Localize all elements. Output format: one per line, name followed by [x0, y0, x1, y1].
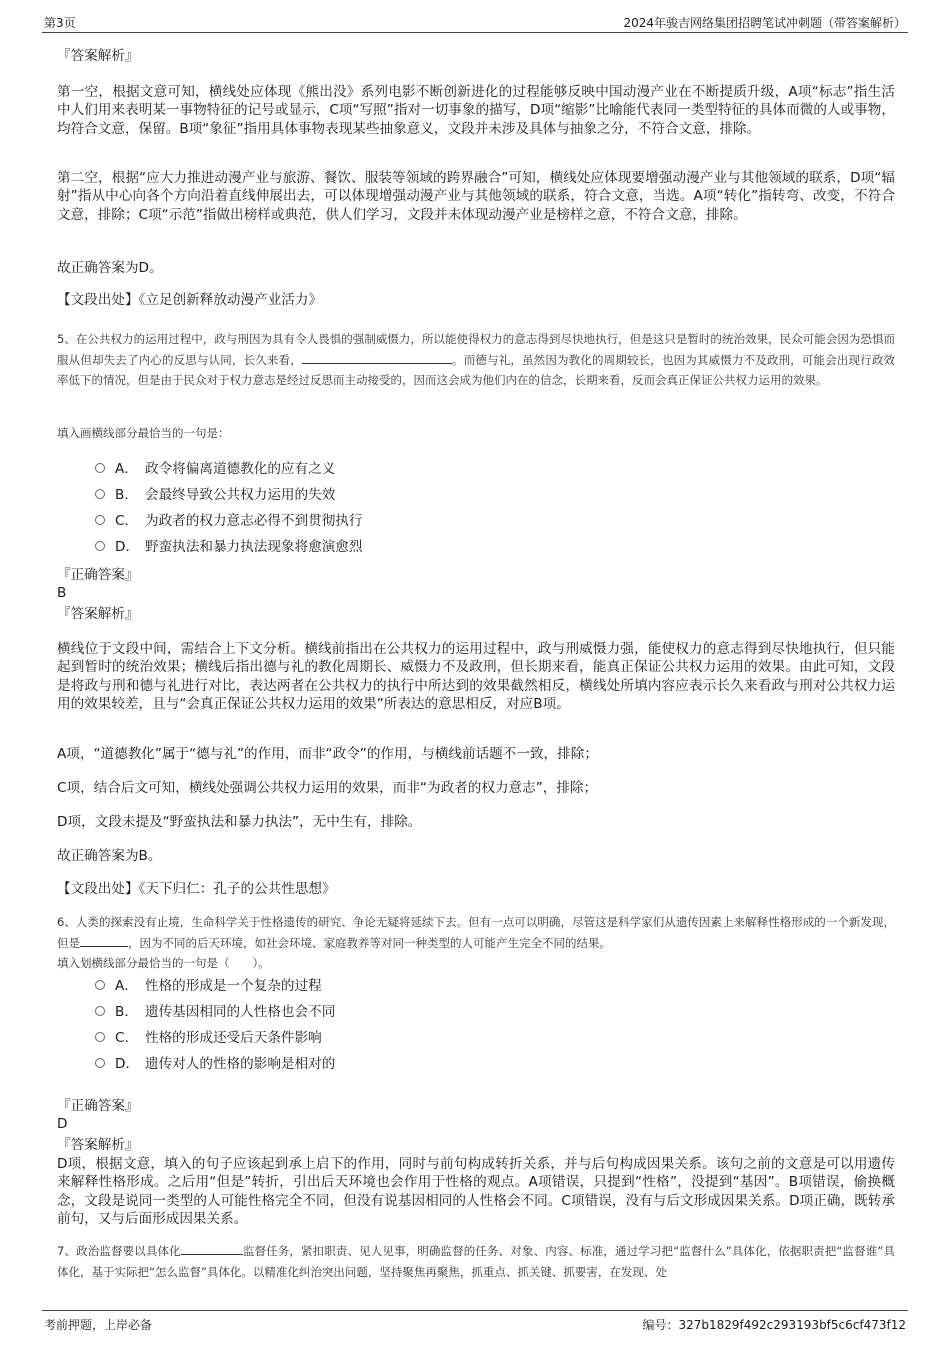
q4-analysis-label: 『答案解析』 — [57, 48, 139, 64]
q6-option-b[interactable]: B． 遗传基因相同的人性格也会不同 — [95, 1003, 335, 1021]
radio-icon[interactable] — [95, 1032, 105, 1042]
page-header — [42, 12, 908, 33]
q5-option-a[interactable]: A． 政令将偏离道德教化的应有之义 — [95, 460, 335, 478]
q5-option-b[interactable]: B． 会最终导致公共权力运用的失效 — [95, 486, 335, 504]
q5-prompt: 填入画横线部分最恰当的一句是： — [57, 426, 230, 440]
radio-icon[interactable] — [95, 463, 105, 473]
document-id: 编号：327b1829f492c293193bf5c6cf473f12 — [642, 1318, 906, 1332]
q6-stem-part1: 6、人类的探索没有止境，生命科学关于性格遗传的研究、争论无疑将延续下去。但有一点可以明确，尽管这是科学家们从遗传因素上来解释性格形成的一个新发现，但是 — [57, 915, 895, 950]
q6-prompt: 填入划横线部分最恰当的一句是（ ）。 — [57, 956, 270, 970]
q5-stem-part1: 5、在公共权力的运用过程中，政与刑因为具有令人畏惧的强制威慑力，所以能使得权力的意志得到尽快地执行，但是这只是暂时的统治效果，民众可能会因为恐惧而服从但却失去了内心的反思与认同，长久来看， — [57, 332, 895, 367]
radio-icon[interactable] — [95, 541, 105, 551]
q6-option-c[interactable]: C． 性格的形成还受后天条件影响 — [95, 1029, 322, 1047]
radio-icon[interactable] — [95, 1058, 105, 1068]
footer-slogan: 考前押题，上岸必备 — [44, 1318, 153, 1332]
q5-note-d: D项，文段未提及“野蛮执法和暴力执法”，无中生有，排除。 — [57, 814, 422, 830]
q6-option-a[interactable]: A． 性格的形成是一个复杂的过程 — [95, 977, 322, 995]
q5-answer: B — [57, 585, 67, 601]
q5-analysis-label: 『答案解析』 — [57, 606, 139, 622]
q7-fill-blank — [181, 1254, 243, 1255]
document-title: 2024年骏吉网络集团招聘笔试冲刺题（带答案解析） — [623, 16, 906, 30]
q5-answer-label: 『正确答案』 — [57, 567, 139, 583]
q5-source: 【文段出处】《天下归仁：孔子的公共性思想》 — [57, 881, 336, 897]
q4-analysis-para1: 第一空，根据文意可知，横线处应体现《熊出没》系列电影不断创新进化的过程能够反映中国动漫产业在不断提质升级，A项“标志”指生活中人们用来表明某一事物特征的记号或显示，C项“写照”指对一切事象的描写，D项“缩影”比喻能代表同一类型特征的具体而微的人或事物，均符合文意，保留。B项“象征”指用具体事物表现某些抽象意义，文段并未涉及具体与抽象之分，不符合文意，排除。 — [57, 84, 895, 137]
radio-icon[interactable] — [95, 489, 105, 499]
q6-option-d[interactable]: D． 遗传对人的性格的影响是相对的 — [95, 1055, 335, 1073]
q4-conclusion: 故正确答案为D。 — [57, 260, 163, 276]
q6-answer: D — [57, 1116, 68, 1132]
page-footer — [42, 1310, 908, 1335]
radio-icon[interactable] — [95, 980, 105, 990]
page-number: 第3页 — [44, 16, 76, 30]
q6-stem-part2: ，因为不同的后天环境，如社会环境、家庭教养等对同一种类型的人可能产生完全不同的结果。 — [128, 935, 611, 950]
q7-stem-part2: 监督任务，紧扣职责、见人见事，明确监督的任务、对象、内容、标准，通过学习把“监督什么”具体化，依据职责把“监督谁”具体化，基于实际把“怎么监督”具体化。以精准化纠治突出问题，坚持聚焦再聚焦，抓重点、抓关键、抓要害，在发现、处 — [57, 1244, 895, 1279]
q5-note-c: C项，结合后文可知，横线处强调公共权力运用的效果，而非“为政者的权力意志”，排除； — [57, 780, 598, 796]
q6-stem — [57, 912, 895, 953]
q4-source: 【文段出处】《立足创新释放动漫产业活力》 — [57, 292, 323, 308]
q6-analysis: D项，根据文意，填入的句子应该起到承上启下的作用，同时与前句构成转折关系，并与后句构成因果关系。该句之前的文意是可以用遗传来解释性格形成。之后用“但是”转折，引出后天环境也会作用于性格的观点。A项错误，只提到“性格”，没提到“基因”。B项错误，偷换概念，文段是说同一类型的人可能性格完全不同，但没有说基因相同的人性格会不同。C项错误，没有与后文形成因果关系。D项正确，既转承前句，又与后面形成因果关系。 — [57, 1156, 895, 1228]
q5-option-c[interactable]: C． 为政者的权力意志必得不到贯彻执行 — [95, 512, 363, 530]
q5-analysis: 横线位于文段中间，需结合上下文分析。横线前指出在公共权力的运用过程中，政与刑威慑力强，能使权力的意志得到尽快地执行，但只能起到暂时的统治效果；横线后指出德与礼的教化周期长、威慑力不及政刑，但长期来看，能真正保证公共权力运用的效果。由此可知，文段是将政与刑和德与礼进行对比，表达两者在公共权力的执行中所达到的效果截然相反，横线处所填内容应表示长久来看政与刑对公共权力运用的效果较差，且与“会真正保证公共权力运用的效果”所表达的意思相反，对应B项。 — [57, 641, 895, 713]
q5-note-a: A项，“道德教化”属于“德与礼”的作用，而非“政令”的作用，与横线前话题不一致，排除； — [57, 746, 598, 762]
q5-stem — [57, 329, 895, 391]
q5-option-d[interactable]: D． 野蛮执法和暴力执法现象将愈演愈烈 — [95, 538, 363, 556]
q7-stem — [57, 1241, 895, 1282]
radio-icon[interactable] — [95, 515, 105, 525]
q5-stem-part2: 。而德与礼，虽然因为教化的周期较长，也因为其威慑力不及政刑，可能会出现行政效率低下的情况，但是由于民众对于权力意志是经过反思而主动接受的，因而这会成为他们内在的信念，长期来看，反而会真正保证公共权力运用的效果。 — [57, 352, 896, 387]
q6-fill-blank — [80, 946, 128, 947]
q7-stem-part1: 7、政治监督要以具体化 — [57, 1244, 181, 1258]
q6-answer-label: 『正确答案』 — [57, 1098, 139, 1114]
radio-icon[interactable] — [95, 1006, 105, 1016]
q6-analysis-label: 『答案解析』 — [57, 1137, 139, 1153]
q5-fill-blank — [302, 363, 452, 364]
q5-conclusion: 故正确答案为B。 — [57, 848, 162, 864]
q4-analysis-para2: 第二空，根据“应大力推进动漫产业与旅游、餐饮、服装等领域的跨界融合”可知，横线处应体现要增强动漫产业与其他领域的联系，D项“辐射”指从中心向各个方向沿着直线伸展出去，可以体现增强动漫产业与其他领域的联系，符合文意，当选。A项“转化”指转弯、改变，不符合文意，排除；C项“示范”指做出榜样或典范，供人们学习，文段并未体现动漫产业是榜样之意，不符合文意，排除。 — [57, 170, 895, 223]
